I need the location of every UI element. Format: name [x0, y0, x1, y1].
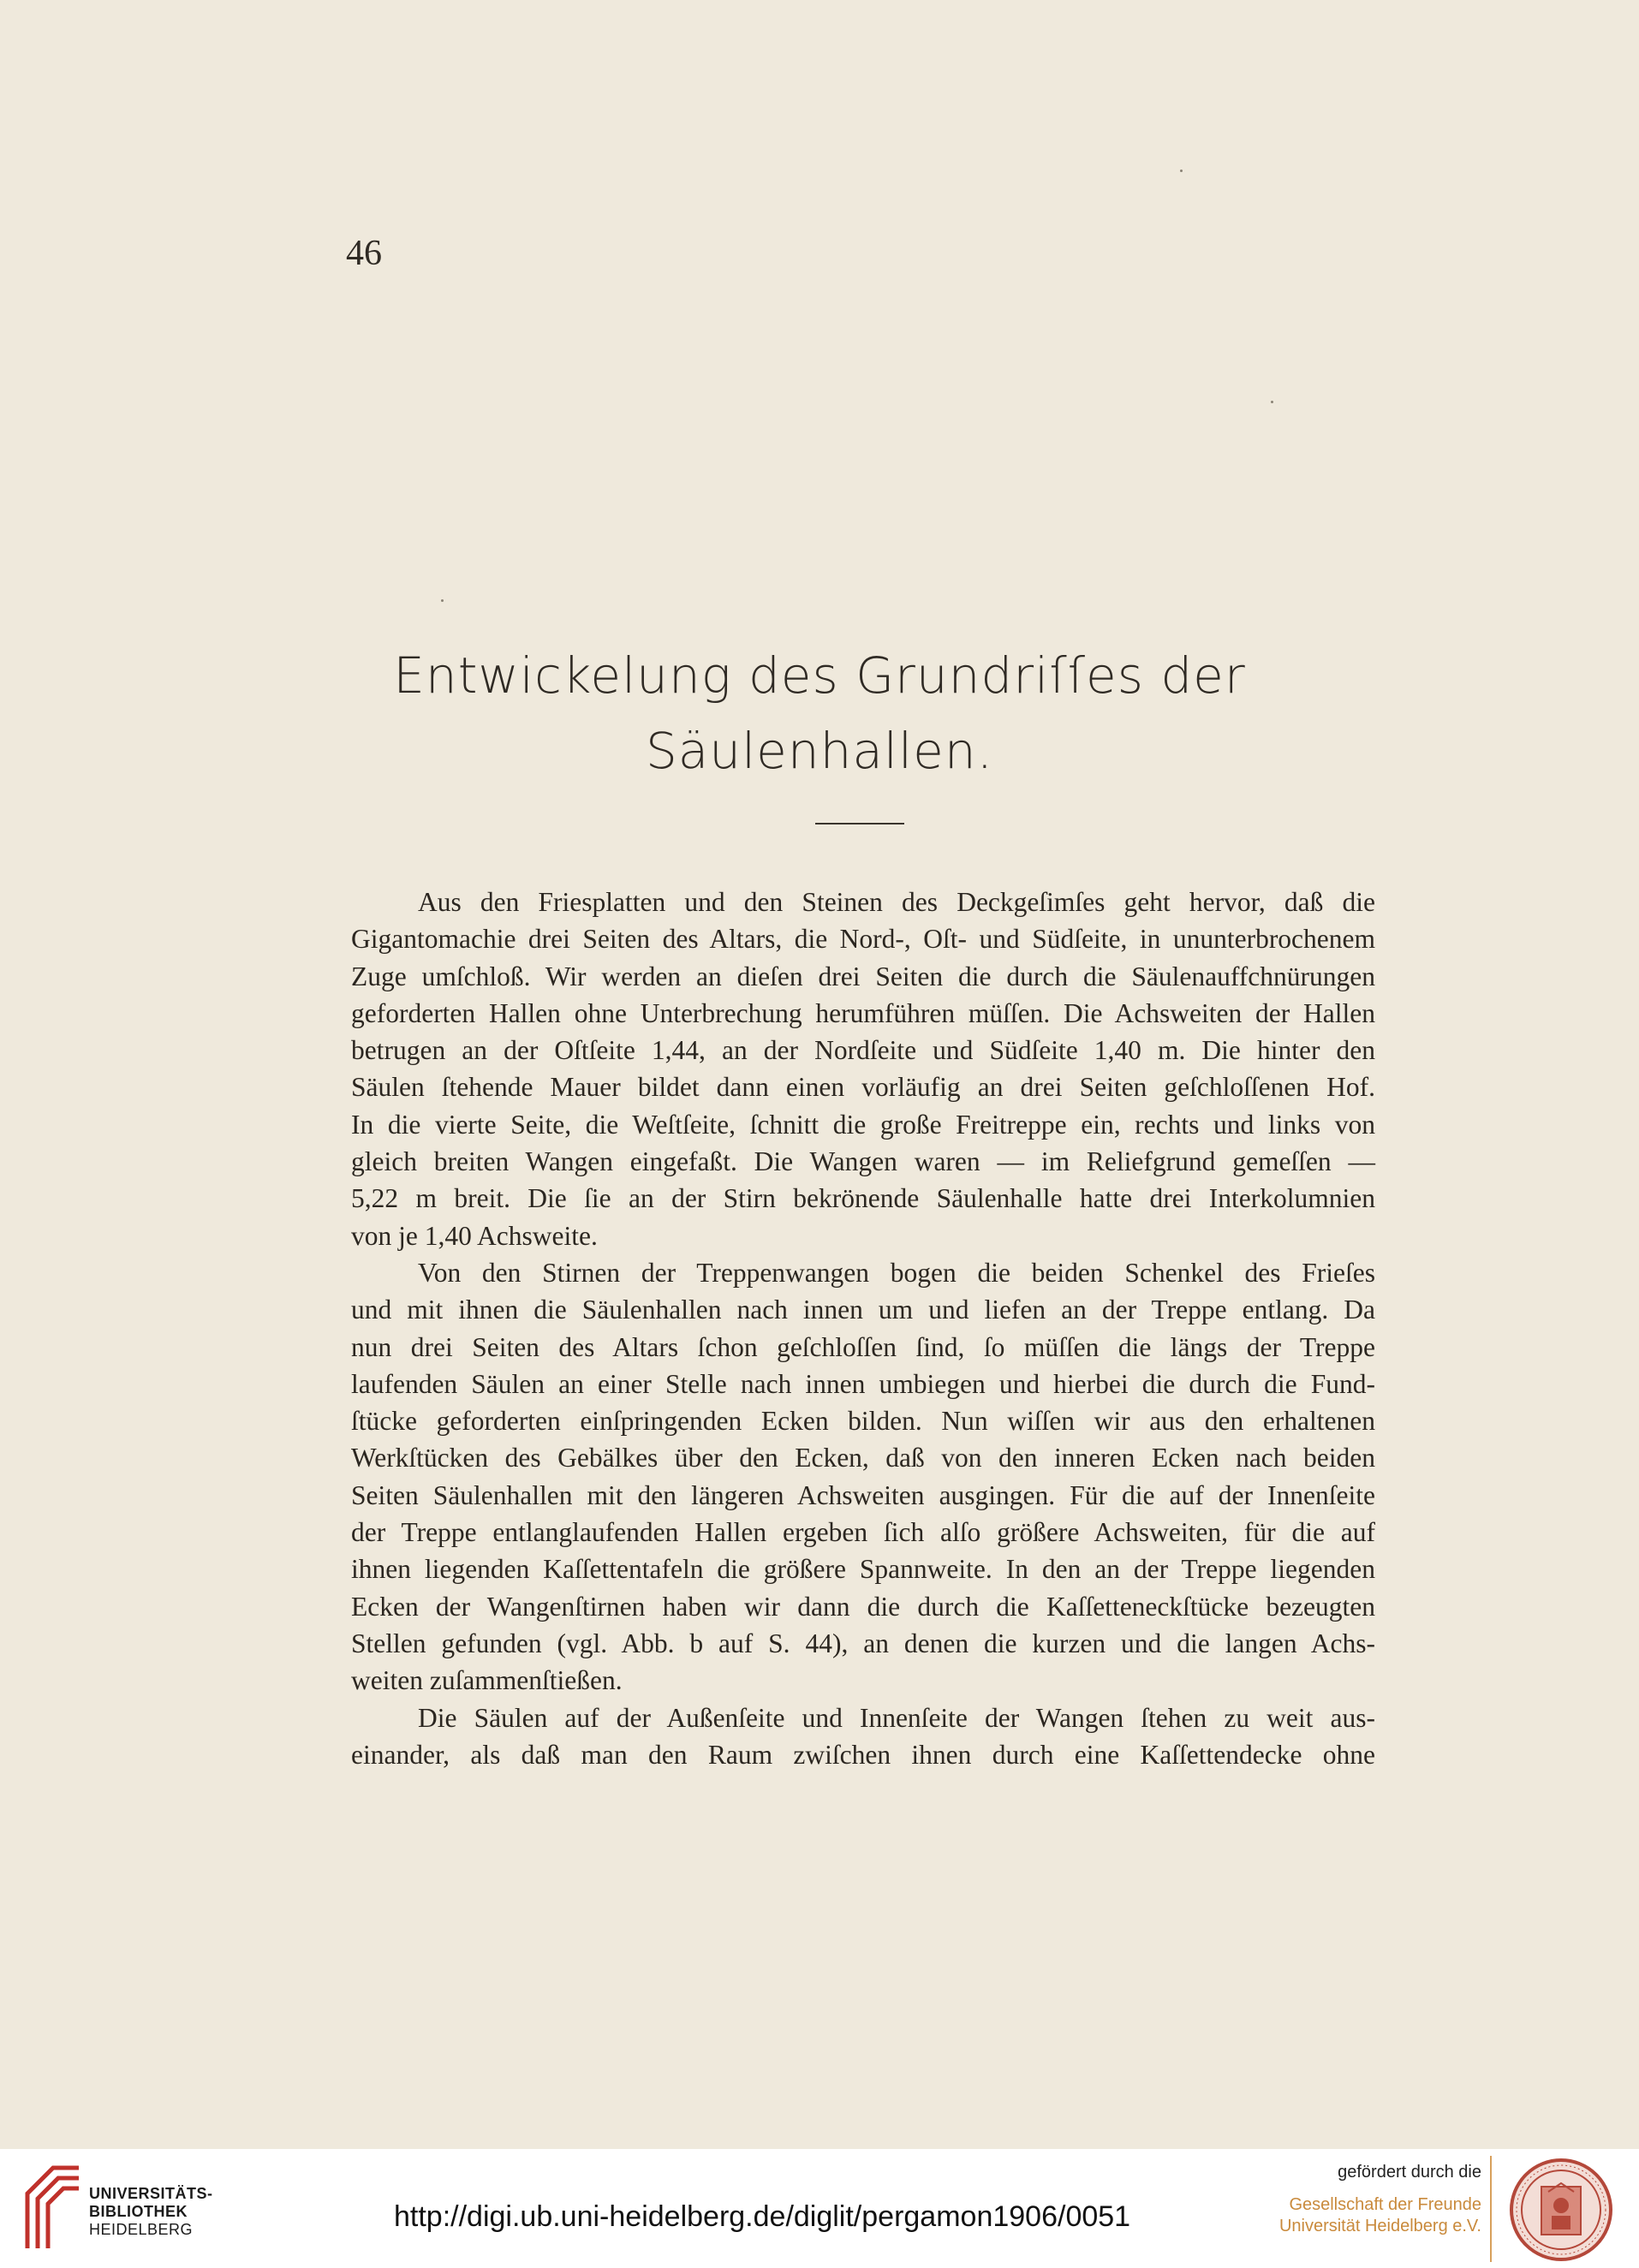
- library-logo-icon: [19, 2159, 82, 2253]
- sponsor-name-line: Gesellschaft der Freunde: [1289, 2195, 1481, 2214]
- text-line: Stellen gefunden (vgl. Abb. b auf S. 44), an denen die kurzen und die langen Achs-: [351, 1628, 1375, 1658]
- library-name-line: BIBLIOTHEK: [89, 2203, 188, 2220]
- chapter-title-line-1: Entwickelung des Grundriſſes der: [393, 646, 1246, 705]
- text-line: 5,22 m breit. Die ſie an der Stirn bekrönende Säulenhalle hatte drei Interkolumnien: [351, 1183, 1375, 1214]
- library-name: [89, 2185, 213, 2239]
- university-seal-icon: [1509, 2158, 1613, 2262]
- paragraph: [351, 1700, 1375, 1736]
- text-line: Säulen ſtehende Mauer bildet dann einen vorläufig an drei Seiten geſchloſſenen Hof.: [351, 1072, 1375, 1103]
- text-line: geforderten Hallen ohne Unterbrechung herumführen müſſen. Die Achsweiten der Hallen: [351, 997, 1375, 1028]
- chapter-title-line-2: Säulenhallen.: [645, 722, 994, 780]
- sponsor-prefix: gefördert durch die: [1338, 2163, 1481, 2182]
- text-line: weiten zuſammenſtießen.: [351, 1665, 623, 1696]
- library-name-line: HEIDELBERG: [89, 2221, 194, 2238]
- scan-speck: [1180, 170, 1183, 172]
- title-separator-rule: [815, 823, 904, 824]
- text-line: Zuge umſchloß. Wir werden an dieſen drei Seiten die durch die Säulenauffchnürungen: [351, 961, 1375, 991]
- text-line: ihnen liegenden Kaſſettentafeln die größere Spannweite. In den an der Treppe liegenden: [351, 1554, 1375, 1585]
- chapter-title: [0, 638, 1639, 789]
- footer-band: [0, 2149, 1639, 2268]
- permalink-url[interactable]: http://digi.ub.uni-heidelberg.de/diglit/pergamon1906/0051: [394, 2200, 1131, 2233]
- paragraph: [351, 884, 1375, 920]
- text-line: laufenden Säulen an einer Stelle nach innen umbiegen und hierbei die durch die Fund-: [351, 1368, 1375, 1399]
- text-line: Von den Stirnen der Treppenwangen bogen die beiden Schenkel des Frieſes: [418, 1257, 1375, 1288]
- text-line: der Treppe entlanglaufenden Hallen ergeben ſich alſo größere Achsweiten, für die auf: [351, 1517, 1375, 1548]
- text-line: Die Säulen auf der Außenſeite und Innenſeite der Wangen ſtehen zu weit aus-: [418, 1702, 1375, 1733]
- text-line: Gigantomachie drei Seiten des Altars, die Nord-, Oſt- und Südſeite, in ununterbrochenem: [351, 924, 1375, 955]
- text-line: Seiten Säulenhallen mit den längeren Achsweiten ausgingen. Für die auf der Innenſeite: [351, 1479, 1375, 1510]
- text-line: betrugen an der Oſtſeite 1,44, an der Nordſeite und Südſeite 1,40 m. Die hinter den: [351, 1035, 1375, 1066]
- text-line: und mit ihnen die Säulenhallen nach innen um und liefen an der Treppe entlang. Da: [351, 1295, 1375, 1325]
- text-line: Ecken der Wangenſtirnen haben wir dann die durch die Kaſſetteneckſtücke bezeugten: [351, 1591, 1375, 1622]
- sponsor-name-line: Universität Heidelberg e.V.: [1278, 2217, 1481, 2235]
- scan-speck: [441, 599, 444, 602]
- text-line: nun drei Seiten des Altars ſchon geſchloſſen ſind, ſo müſſen die längs der Treppe: [351, 1331, 1375, 1362]
- text-line: gleich breiten Wangen eingefaßt. Die Wangen waren — im Reliefgrund gemeſſen —: [351, 1146, 1375, 1177]
- footer-divider: [1490, 2156, 1492, 2262]
- page-number: 46: [346, 234, 382, 273]
- text-line: In die vierte Seite, die Weſtſeite, ſchnitt die große Freitreppe ein, rechts und links von: [351, 1109, 1375, 1140]
- paragraph: [351, 1254, 1375, 1291]
- scan-speck: [1271, 401, 1273, 403]
- library-name-line: UNIVERSITÄTS-: [89, 2185, 213, 2202]
- body-text: [351, 884, 1375, 1773]
- text-line: Werkſtücken des Gebälkes über den Ecken, daß von den inneren Ecken nach beiden: [351, 1443, 1375, 1473]
- text-line: einander, als daß man den Raum zwiſchen ihnen durch eine Kaſſettendecke ohne: [351, 1739, 1375, 1770]
- text-line: von je 1,40 Achsweite.: [351, 1220, 598, 1251]
- text-line: ſtücke geforderten einſpringenden Ecken bilden. Nun wiſſen wir aus den erhaltenen: [351, 1406, 1375, 1437]
- text-line: Aus den Friesplatten und den Steinen des Deckgeſimſes geht hervor, daß die: [418, 887, 1375, 917]
- sponsor-block: [1259, 2163, 1481, 2237]
